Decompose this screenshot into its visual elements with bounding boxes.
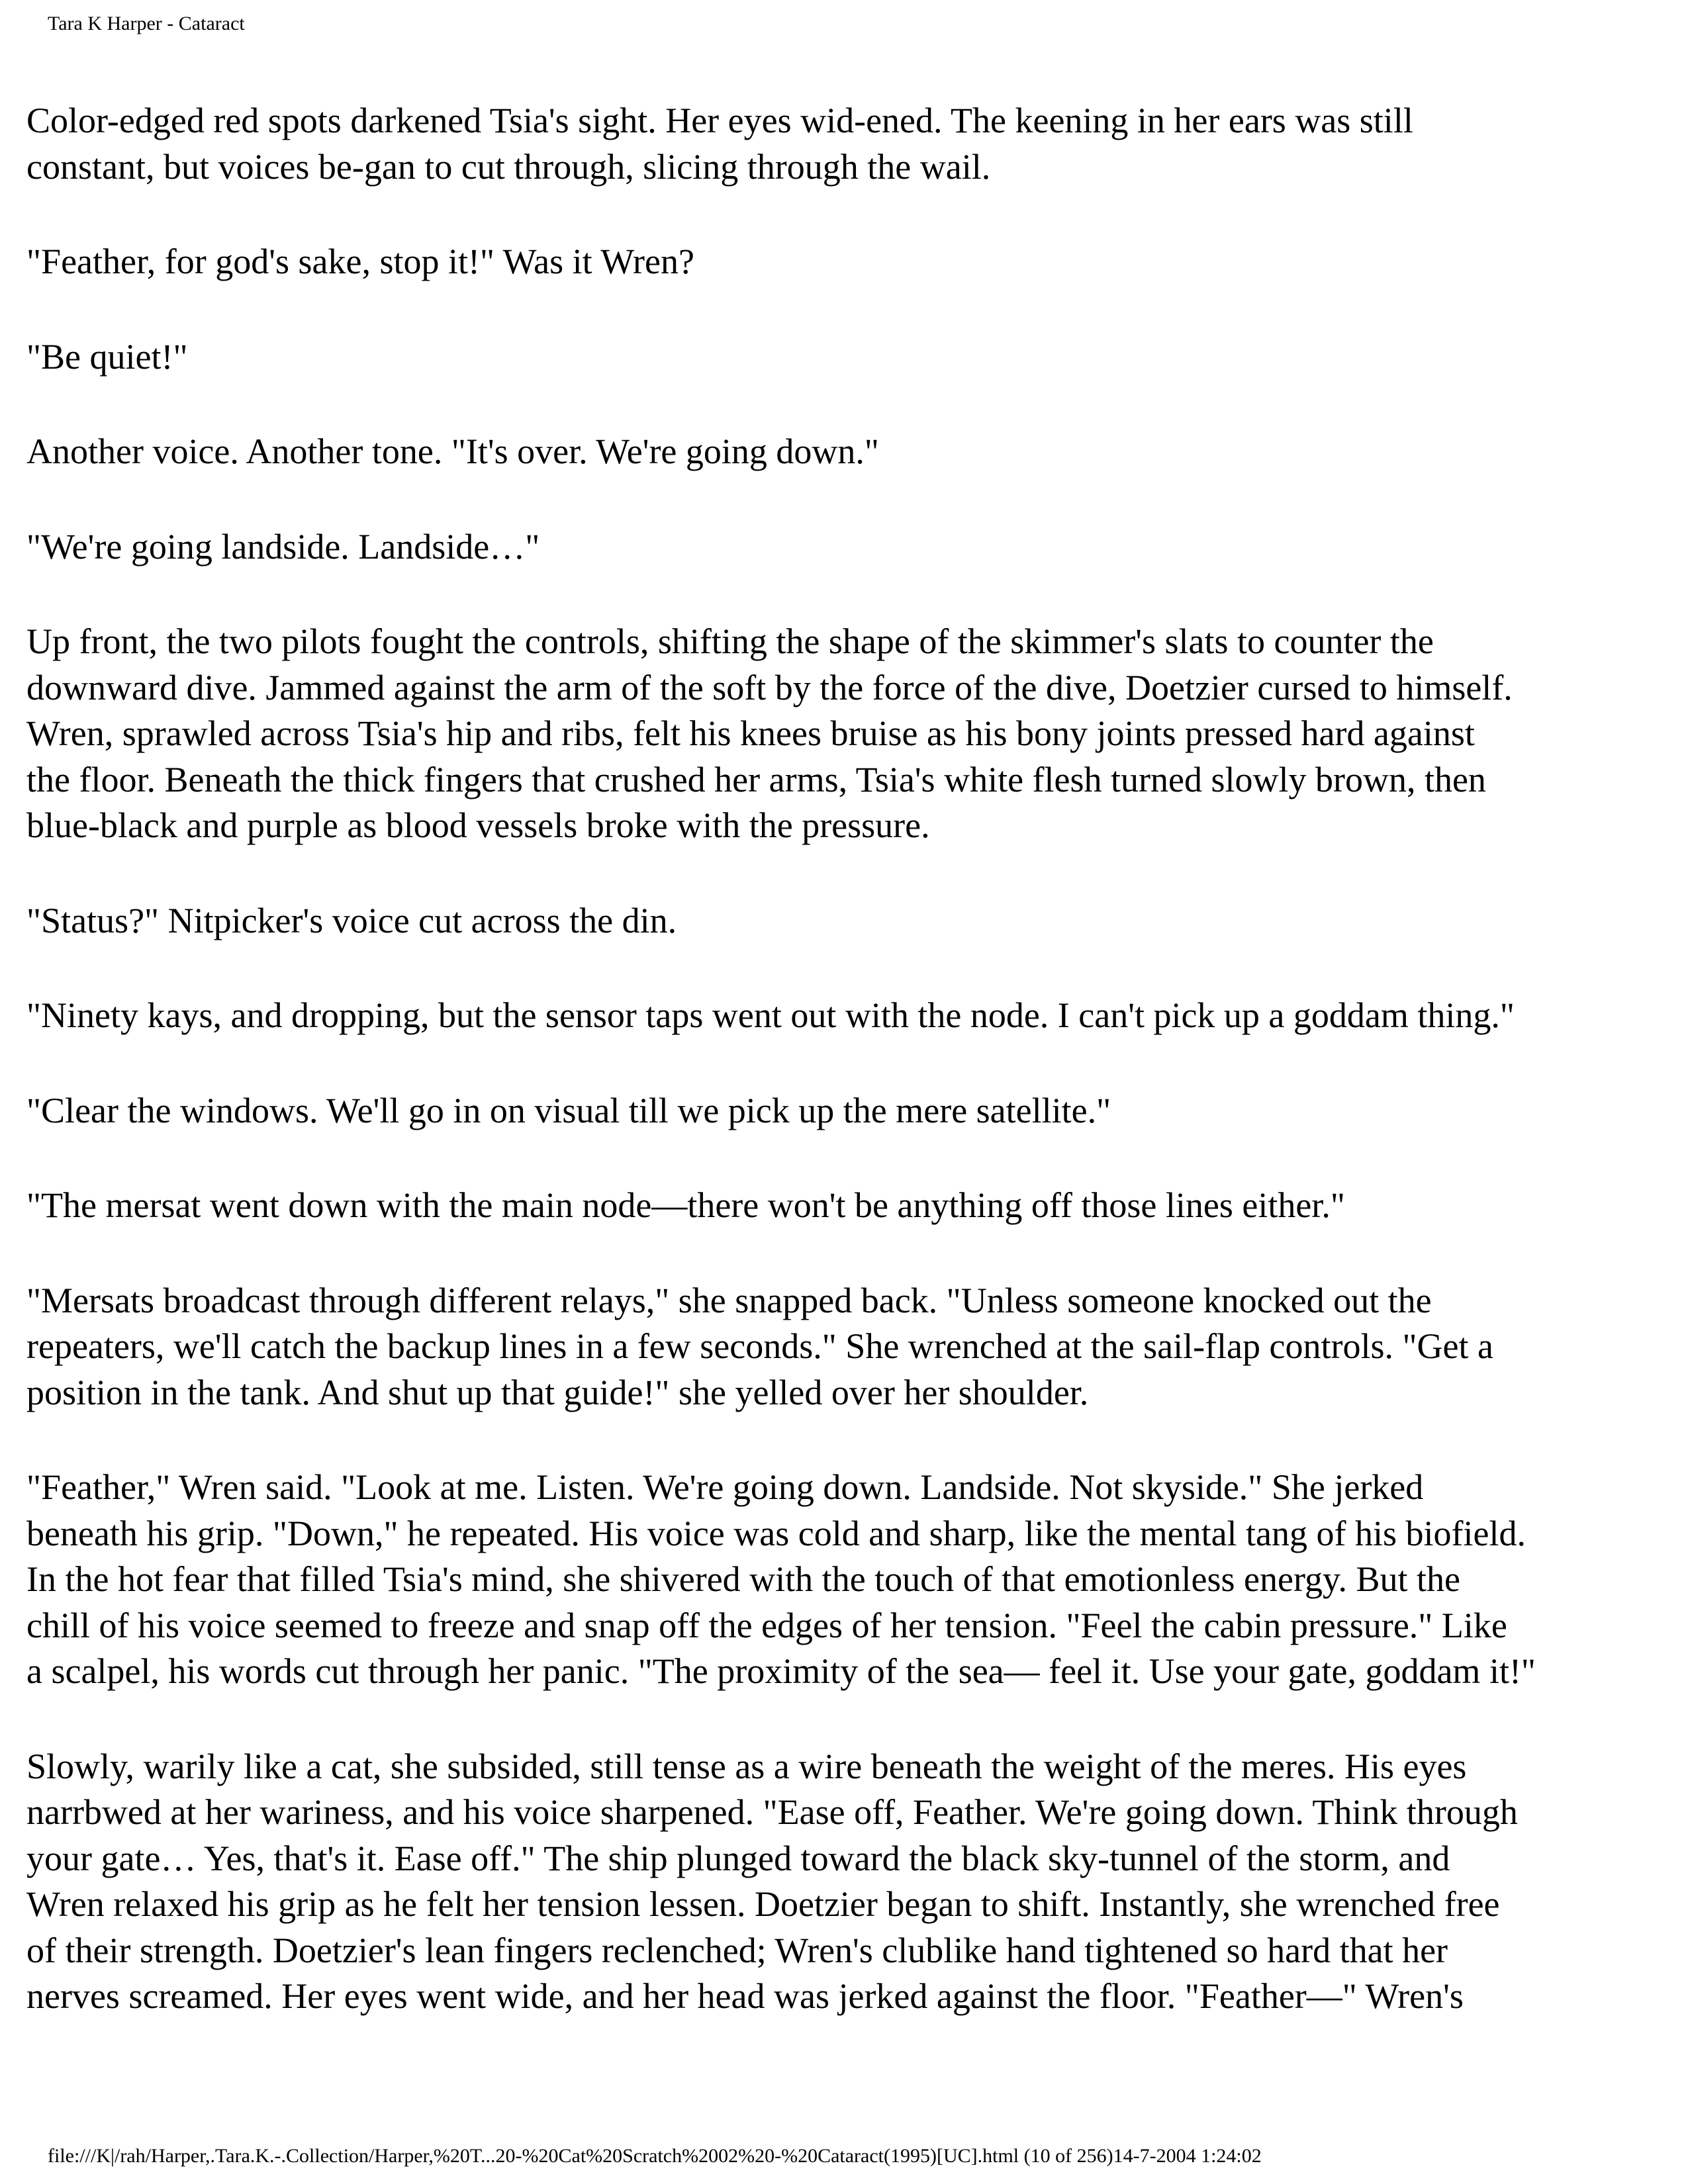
paragraph: "Feather," Wren said. "Look at me. Listen. We're going down. Landside. Not skyside." She jerked beneath his grip. "Down," he repeated. His voice was cold and sharp, like the mental tang of his biofield. In the hot fear that filled Tsia's mind, she shivered with the touch of that emotionless energy. But the chill of his voice seemed to freeze and snap off the edges of her tension. "Feel the cabin pressure." Like a scalpel, his words cut through her panic. "The proximity of the sea— feel it. Use your gate, goddam it!" — [26, 1467, 1536, 1691]
paragraph: Up front, the two pilots fought the controls, shifting the shape of the skimmer's slats to counter the downward dive. Jammed against the arm of the soft by the force of the dive, Doetzier cursed to himself. Wren, sprawled across Tsia's hip and ribs, felt his knees bruise as his bony joints pressed hard against the floor. Beneath the thick fingers that crushed her arms, Tsia's white flesh turned slowly brown, then blue-black and purple as blood vessels broke with the pressure. — [26, 621, 1513, 845]
paragraph: "The mersat went down with the main node—there won't be anything off those lines either." — [26, 1185, 1345, 1225]
paragraph: Slowly, warily like a cat, she subsided, still tense as a wire beneath the weight of the meres. His eyes narrbwed at her wariness, and his voice sharpened. "Ease off, Feather. We're going down. Think through your gate… Yes, that's it. Ease off." The ship plunged toward the black sky-tunnel of the storm, and Wren relaxed his grip as he felt her tension lessen. Doetzier began to shift. Instantly, she wrenched free of their strength. Doetzier's lean fingers reclenched; Wren's clublike hand tightened so hard that her nerves screamed. Her eyes went wide, and her head was jerked against the floor. "Feather—" Wren's — [26, 1746, 1518, 2016]
page-header: Tara K Harper - Cataract — [48, 13, 245, 34]
paragraph: "Feather, for god's sake, stop it!" Was it Wren? — [26, 242, 694, 281]
page-footer-url: file:///K|/rah/Harper,.Tara.K.-.Collection/Harper,%20T...20-%20Cat%20Scratch%2002%20-%20Cataract(1995)[UC].html (10 of 256)14-7-2004 1:24:02 — [48, 2145, 1262, 2167]
paragraph: "Status?" Nitpicker's voice cut across the din. — [26, 900, 677, 940]
paragraph: Color-edged red spots darkened Tsia's sight. Her eyes wid-ened. The keening in her ears was still constant, but voices be-gan to cut through, slicing through the wail. — [26, 101, 1413, 187]
paragraph: "Ninety kays, and dropping, but the sensor taps went out with the node. I can't pick up a goddam thing." — [26, 995, 1515, 1035]
paragraph: "Mersats broadcast through different relays," she snapped back. "Unless someone knocked out the repeaters, we'll catch the backup lines in a few seconds." She wrenched at the sail-flap controls. "Get a position in the tank. And shut up that guide!" she yelled over her shoulder. — [26, 1280, 1493, 1412]
paragraph: "Clear the windows. We'll go in on visual till we pick up the mere satellite." — [26, 1090, 1111, 1130]
paragraph: Another voice. Another tone. "It's over. We're going down." — [26, 432, 879, 471]
paragraph: "We're going landside. Landside…" — [26, 526, 540, 567]
paragraph: "Be quiet!" — [26, 336, 188, 377]
document-body — [26, 98, 1668, 2069]
